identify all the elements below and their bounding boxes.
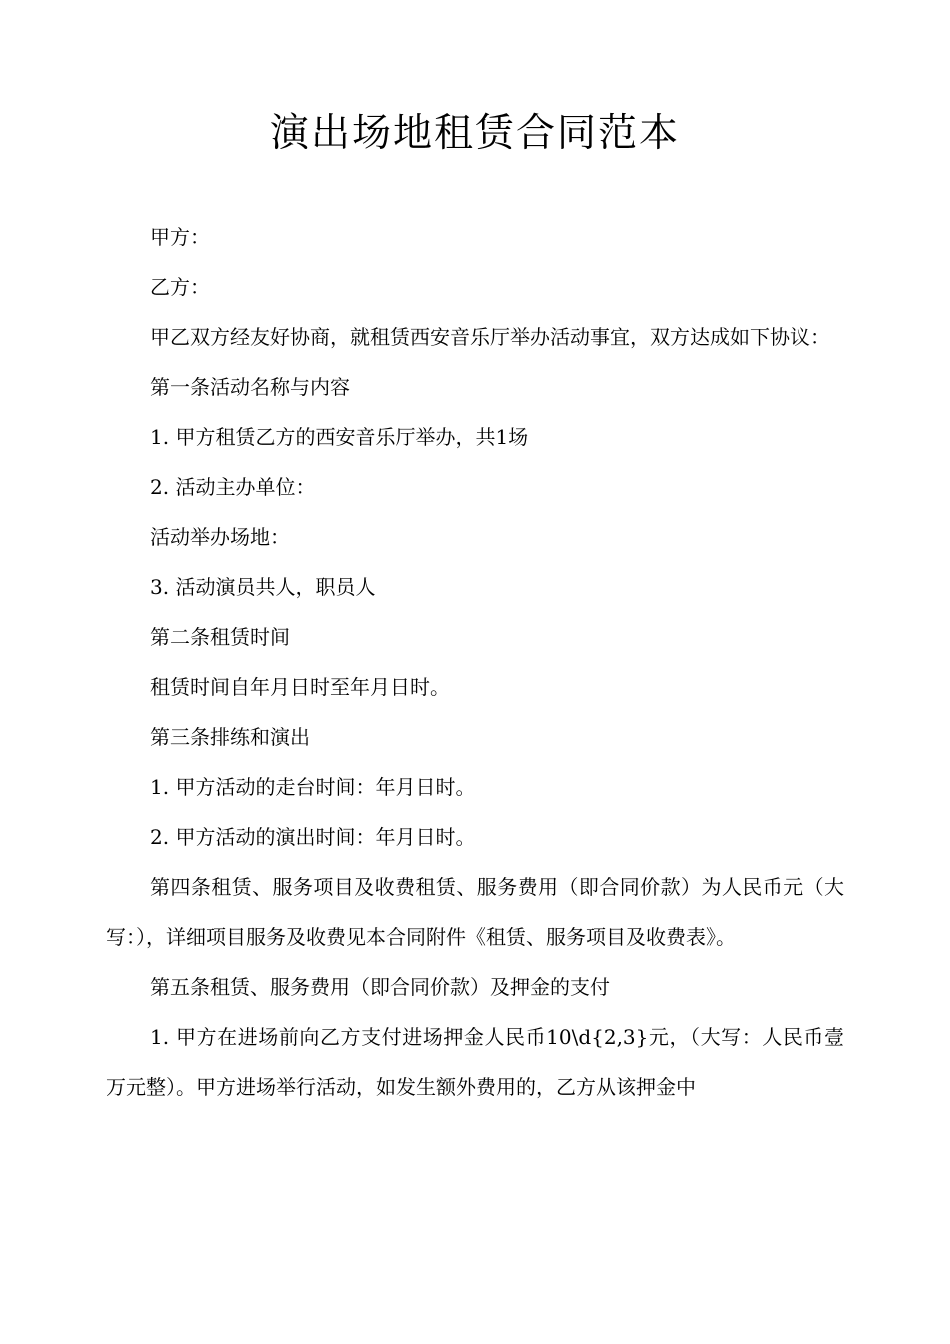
article-3-item-2: 2. 甲方活动的演出时间：年月日时。: [150, 825, 476, 849]
intro-paragraph: 甲乙双方经友好协商，就租赁西安音乐厅举办活动事宜，双方达成如下协议：: [150, 325, 830, 349]
article-2-text: 租赁时间自年月日时至年月日时。: [150, 675, 450, 699]
article-5-item-1: 1. 甲方在进场前向乙方支付进场押金人民币10\d{2,3}元，（大写：人民币壹万元整）。甲方进场举行活动，如发生额外费用的，乙方从该押金中: [106, 1025, 844, 1099]
article-1-heading: 第一条活动名称与内容: [150, 375, 350, 399]
party-b-line: 乙方：: [150, 275, 210, 299]
article-1-item-3: 3. 活动演员共人，职员人: [150, 575, 376, 599]
article-1-venue: 活动举办场地：: [150, 525, 290, 549]
article-1-item-1: 1. 甲方租赁乙方的西安音乐厅举办，共1场: [150, 425, 529, 449]
party-a-line: 甲方：: [150, 225, 210, 249]
article-3-item-1: 1. 甲方活动的走台时间：年月日时。: [150, 775, 476, 799]
article-2-heading: 第二条租赁时间: [150, 625, 290, 649]
article-3-heading: 第三条排练和演出: [150, 725, 310, 749]
document-body: [106, 212, 844, 1112]
document-title: 演出场地租赁合同范本: [269, 111, 680, 156]
article-4-paragraph: 第四条租赁、服务项目及收费租赁、服务费用（即合同价款）为人民币元（大写：），详细项目服务及收费见本合同附件《租赁、服务项目及收费表》。: [106, 875, 844, 949]
article-1-item-2: 2. 活动主办单位：: [150, 475, 316, 499]
article-5-heading: 第五条租赁、服务费用（即合同价款）及押金的支付: [150, 975, 610, 999]
